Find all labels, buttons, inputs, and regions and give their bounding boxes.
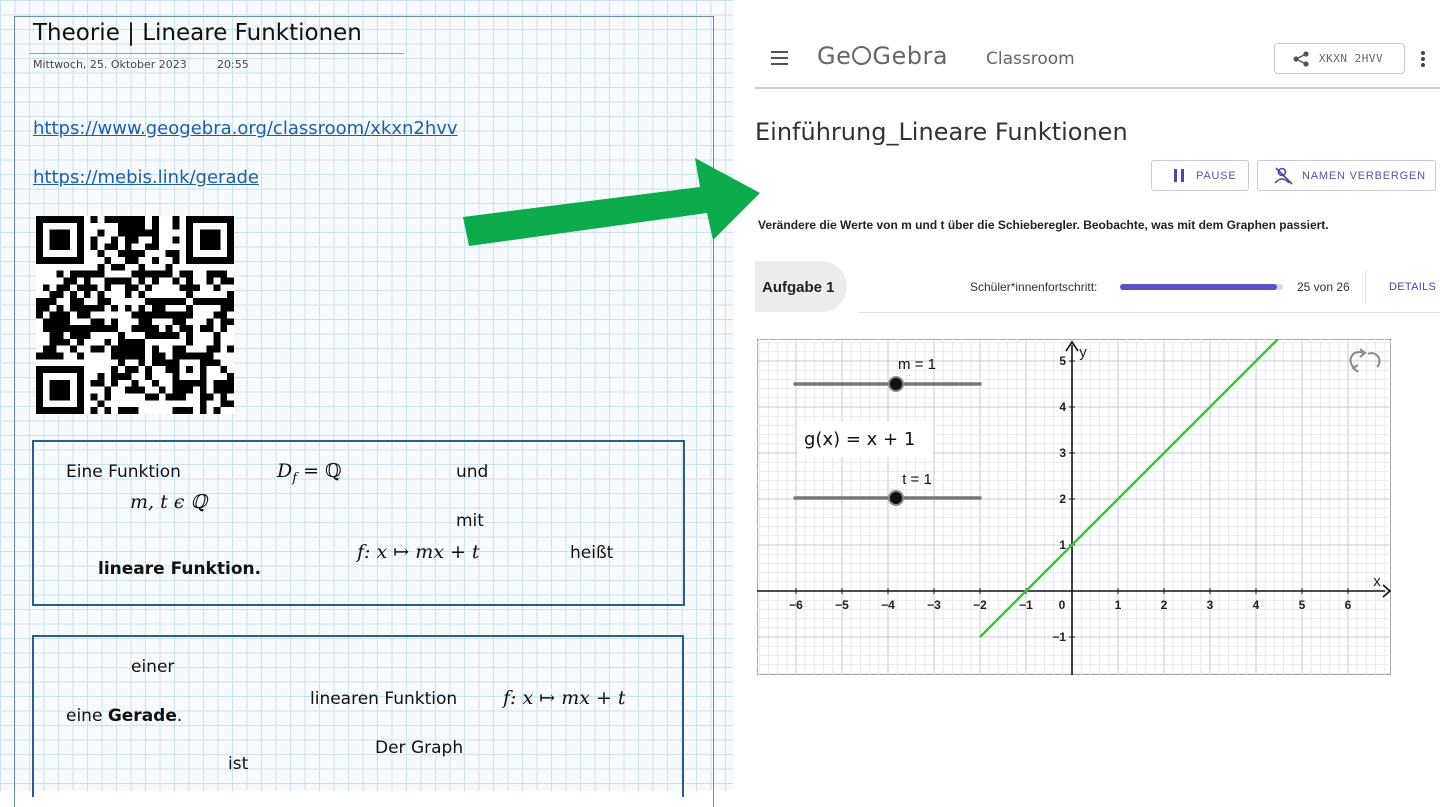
definition-params-math: m, t ϵ ℚ	[130, 491, 208, 513]
tab-task-1[interactable]	[755, 261, 847, 312]
progress-label: Schüler*innenfortschritt:	[970, 280, 1098, 294]
progress-separator	[1365, 270, 1366, 304]
hide-names-button[interactable]	[1257, 160, 1436, 191]
definition-text-4: heißt	[570, 543, 614, 563]
more-options-icon[interactable]	[1419, 48, 1427, 68]
notebook-page	[0, 0, 733, 791]
pause-button[interactable]	[1151, 160, 1249, 191]
slider-m-handle[interactable]	[889, 377, 903, 391]
x-tick-label: 5	[1298, 598, 1306, 612]
theorem-text-2: linearen Funktion	[310, 689, 458, 709]
graph-background	[757, 339, 1391, 675]
share-icon	[1292, 51, 1310, 67]
share-code-button[interactable]	[1274, 43, 1405, 74]
slider-t-handle[interactable]	[889, 491, 903, 505]
y-axis-label: y	[1079, 344, 1087, 361]
title-underline	[30, 53, 404, 54]
definition-domain-math: $D_f$ = ℚ	[277, 460, 342, 486]
geogebra-logo[interactable]: Ge Gebra	[817, 42, 949, 70]
page-date: Mittwoch, 25. Oktober 2023	[33, 58, 187, 71]
hide-names-icon	[1274, 167, 1294, 185]
theorem-text-3: eine Gerade.	[66, 706, 183, 726]
hide-names-label: NAMEN VERBERGEN	[1302, 170, 1426, 182]
pause-icon	[1174, 169, 1185, 182]
y-tick-label: −1	[1052, 630, 1066, 644]
progress-count: 25 von 26	[1297, 280, 1350, 294]
task-divider	[859, 312, 1440, 313]
definition-text-3: mit	[456, 511, 484, 531]
x-tick-label: −5	[835, 598, 849, 612]
theorem-function-math: f: x ↦ mx + t	[503, 687, 626, 709]
x-axis-label: x	[1373, 573, 1381, 590]
mebis-link[interactable]: https://mebis.link/gerade	[33, 167, 259, 188]
y-tick-label: 5	[1059, 354, 1066, 368]
pause-label: PAUSE	[1196, 170, 1237, 182]
progress-bar-fill	[1120, 284, 1277, 290]
share-code-label: XKXN 2HVV	[1319, 52, 1384, 65]
x-tick-label: −6	[789, 598, 803, 612]
details-link[interactable]: DETAILS	[1389, 281, 1437, 293]
theorem-text-1: einer	[131, 657, 175, 677]
header-divider	[755, 87, 1440, 89]
green-arrow-icon	[455, 150, 765, 260]
x-tick-label: 6	[1344, 598, 1352, 612]
x-tick-label: −3	[927, 598, 941, 612]
y-tick-label: 3	[1059, 446, 1066, 460]
classroom-link[interactable]: https://www.geogebra.org/classroom/xkxn2hvv	[33, 118, 458, 139]
x-tick-label: −1	[1019, 598, 1033, 612]
product-name: Classroom	[986, 49, 1075, 69]
definition-text-1: Eine Funktion	[66, 462, 181, 482]
theorem-text-4: Der Graph	[375, 738, 464, 758]
x-tick-label: 0	[1058, 598, 1066, 612]
page-title[interactable]: Theorie | Lineare Funktionen	[33, 20, 362, 46]
y-tick-label: 4	[1059, 400, 1066, 414]
y-tick-label: 1	[1059, 538, 1066, 552]
task-instruction: Verändere die Werte von m und t über die Schieberegler. Beobachte, was mit dem Graphen passiert.	[758, 218, 1329, 232]
slider-m-label: m = 1	[898, 356, 936, 373]
geogebra-applet-graph[interactable]	[757, 339, 1391, 675]
x-tick-label: −2	[973, 598, 987, 612]
theorem-text-5: ist	[228, 754, 249, 774]
y-tick-label: 2	[1059, 492, 1066, 506]
slider-t-label: t = 1	[902, 471, 932, 488]
x-tick-label: 4	[1252, 598, 1260, 612]
x-tick-label: 2	[1160, 598, 1168, 612]
hamburger-menu-icon[interactable]	[769, 48, 791, 68]
function-label: g(x) = x + 1	[804, 429, 916, 450]
x-tick-label: 1	[1114, 598, 1122, 612]
task-tab-label: Aufgabe 1	[762, 279, 835, 296]
progress-bar	[1120, 284, 1283, 290]
page-time: 20:55	[217, 58, 249, 71]
definition-text-2: und	[456, 462, 489, 482]
x-tick-label: −4	[881, 598, 895, 612]
qr-code-image	[36, 216, 234, 414]
definition-term: lineare Funktion.	[98, 559, 262, 579]
activity-title: Einführung_Lineare Funktionen	[755, 118, 1128, 146]
x-tick-label: 3	[1206, 598, 1214, 612]
definition-function-math: f: x ↦ mx + t	[357, 541, 480, 563]
